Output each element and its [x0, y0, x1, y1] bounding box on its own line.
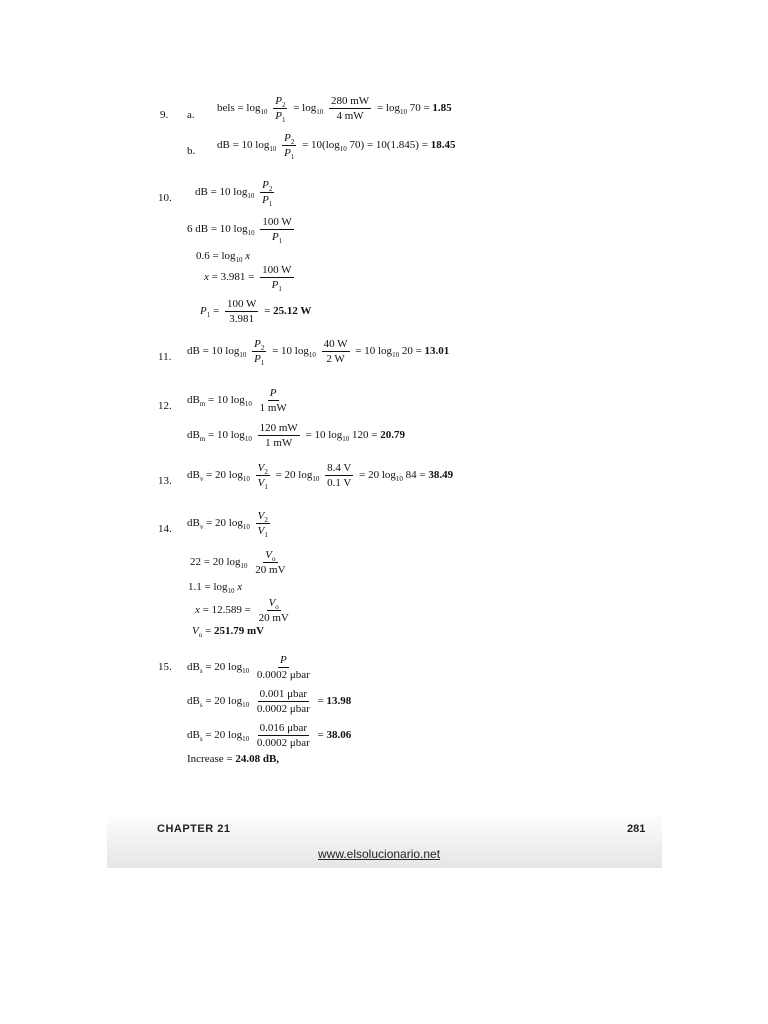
problem-number: 11.: [158, 351, 172, 363]
equation-12-1: $dB_m = 10$ $\log_{10}$ $\frac{P}{1 mW}$: [187, 387, 287, 414]
fraction: $\frac{100 W}{3.981}$: [226, 298, 257, 325]
fraction: $\frac{V_o}{20 mV}$: [255, 549, 286, 576]
fraction: $\frac{\text{0.016 μbar}}{\text{0.0002 μbar}}$: [256, 722, 310, 749]
fraction: $\frac{V_o}{20 mV}$: [258, 597, 289, 624]
equation-12-2: $dB_m = 10$ $\log_{10}$ $\frac{120 mW}{1 mW}$ = 10 $\log_{10} 120 = 20.79$: [187, 422, 405, 449]
answer: 13.98: [326, 695, 352, 708]
fraction: $\frac{P_2}{P_1}$: [254, 338, 265, 368]
fraction: $\frac{100 W}{P_1}$: [262, 216, 292, 246]
fraction: $\frac{8.4 V}{0.1 V}$: [327, 462, 352, 489]
answer: 24.08 dB,: [235, 753, 280, 765]
problem-number: 15.: [158, 661, 172, 673]
website-link[interactable]: www.elsolucionario.net: [318, 847, 441, 861]
fraction: $\frac{V_2}{V_1}$: [257, 462, 268, 492]
chapter-label: CHAPTER 21: [157, 823, 231, 835]
part-label: a.: [187, 109, 195, 121]
problem-number: 13.: [158, 475, 172, 487]
problem-number: 9.: [160, 109, 169, 121]
equation-9b: dB = 10 $\log_{10}$ $\frac{P_2}{P_1}$ = $10(\log_{10}$ 70) = 10(1.845) = 18.45: [217, 132, 456, 162]
fraction: $\frac{40 W}{2 W}$: [323, 338, 348, 365]
answer: 20.79: [380, 429, 405, 442]
fraction: $\frac{V_2}{V_1}$: [257, 510, 268, 540]
equation-15-1: $dB_s = 20$ $\log_{10}$ $\frac{P}{\text{0.0002 μbar}}$: [187, 654, 310, 681]
page-number: 281: [627, 823, 646, 835]
equation-10-4: x = 3.981 = $\frac{100 W}{P_1}$: [204, 264, 292, 294]
equation-10-5: $P_1$ = $\frac{100 W}{3.981}$ = 25.12 W: [200, 298, 312, 325]
answer: 25.12 W: [273, 305, 312, 318]
equation-14-4: x = 12.589 = $\frac{V_o}{20 mV}$: [195, 597, 289, 624]
equation-14-3: $1.1 = \log_{10} x$: [188, 581, 243, 596]
fraction: $\frac{P}{\text{0.0002 μbar}}$: [256, 654, 310, 681]
equation-13: $dB_v = 20$ $\log_{10}$ $\frac{V_2}{V_1}$ = 20 $\log_{10}$ $\frac{8.4 V}{0.1 V}$ = 20 $\log_{10} 84 = 38.49$: [187, 462, 454, 492]
problem-number: 14.: [158, 523, 172, 535]
answer: 38.06: [326, 729, 352, 742]
fraction: $\frac{280 mW}{4 mW}$: [330, 95, 370, 122]
equation-15-4: Increase = 24.08 dB,: [187, 753, 280, 765]
equation-10-2: 6 dB = 10 $\log_{10}$ $\frac{100 W}{P_1}$: [187, 216, 292, 246]
answer: 18.45: [430, 139, 456, 152]
part-label: b.: [187, 145, 196, 157]
fraction: $\frac{P_2}{P_1}$: [262, 179, 273, 209]
fraction: $\frac{P_2}{P_1}$: [284, 132, 295, 162]
equation-10-1: dB = 10 $\log_{10}$ $\frac{P_2}{P_1}$: [195, 179, 273, 209]
answer: 251.79 mV: [213, 625, 265, 637]
equation-15-2: $dB_s = 20$ $\log_{10}$ $\frac{\text{0.001 μbar}}{\text{0.0002 μbar}}$ = 13.98: [187, 688, 352, 715]
problem-number: 12.: [158, 400, 172, 412]
equation-14-2: 22 = 20 $\log_{10}$ $\frac{V_o}{20 mV}$: [190, 549, 286, 576]
equation-14-1: $dB_v = 20$ $\log_{10}$ $\frac{V_2}{V_1}$: [187, 510, 268, 540]
answer: 1.85: [432, 102, 452, 115]
fraction: $\frac{P}{1 mW}$: [259, 387, 287, 414]
answer: 13.01: [424, 345, 450, 358]
equation-11: dB = 10 $\log_{10}$ $\frac{P_2}{P_1}$ = 10 $\log_{10}$ $\frac{40 W}{2 W}$ = 10 $\log_{10} 20 = 13.01$: [187, 338, 450, 368]
equation-15-3: $dB_s = 20$ $\log_{10}$ $\frac{\text{0.016 μbar}}{\text{0.0002 μbar}}$ = 38.06: [187, 722, 352, 749]
equation-9a: bels = $\log_{10}$ $\frac{P_2}{P_1}$ = $\log_{10}$ $\frac{280 mW}{4 mW}$ = $\log_{10} 70 = 1.85$: [217, 95, 452, 125]
equation-10-3: $0.6 = \log_{10} x$: [196, 250, 251, 265]
fraction: $\frac{100 W}{P_1}$: [262, 264, 292, 294]
answer: 38.49: [428, 469, 454, 482]
equation-14-5: $V_o = 251.79$ mV: [192, 625, 265, 640]
fraction: $\frac{\text{0.001 μbar}}{\text{0.0002 μbar}}$: [256, 688, 310, 715]
fraction: $\frac{120 mW}{1 mW}$: [259, 422, 298, 449]
fraction: $\frac{P_2}{P_1}$: [275, 95, 286, 125]
problem-number: 10.: [158, 192, 172, 204]
